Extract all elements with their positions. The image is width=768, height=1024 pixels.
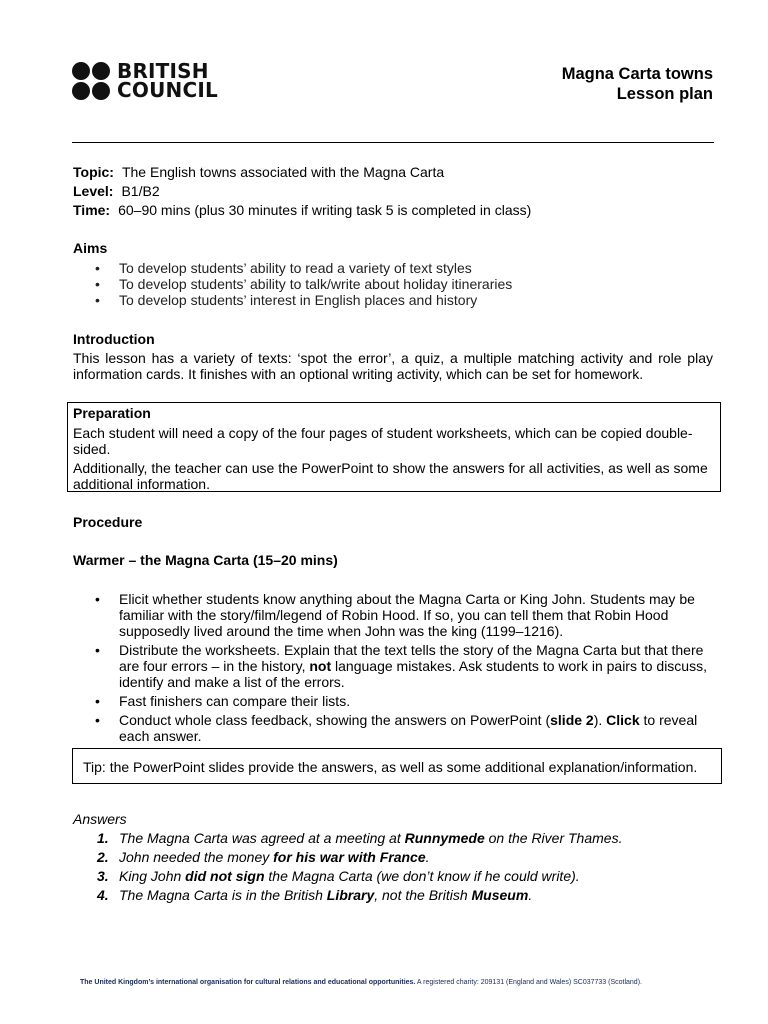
procedure-heading: Procedure: [73, 514, 143, 530]
logo-text: BRITISH COUNCIL: [117, 59, 218, 102]
page-title: [562, 64, 713, 104]
preparation-box: [67, 402, 721, 492]
preparation-text-1: Each student will need a copy of the four pages of student worksheets, which can be copied double-sided.: [73, 425, 693, 457]
introduction-text: This lesson has a variety of texts: ‘spot the error’, a quiz, a multiple matching activity and role play information cards. It finishes with an optional writing activity, which can be set for homework.: [73, 350, 713, 382]
british-council-logo: [72, 59, 218, 102]
footer: [80, 978, 642, 987]
introduction-heading: Introduction: [73, 331, 155, 347]
preparation-text-2: Additionally, the teacher can use the PowerPoint to show the answers for all activities, as well as some additional information.: [73, 460, 708, 492]
level-row: Level: B1/B2: [73, 183, 160, 199]
tip-text: Tip: the PowerPoint slides provide the answers, as well as some additional explanation/information.: [83, 759, 698, 775]
list-item: • Elicit whether students know anything about the Magna Carta or King John. Students may be familiar with the story/film/legend of Robin Hood. If so, you can tell them that Robin Hood supposedly lived around the time when John was the king (1199–1216).: [95, 591, 695, 639]
header-divider: [72, 142, 714, 143]
list-item: 2. John needed the money for his war with France.: [97, 849, 430, 865]
procedure-list: [73, 591, 713, 744]
list-item: • Fast finishers can compare their lists.: [95, 693, 351, 709]
title-line-2: Lesson plan: [616, 85, 713, 103]
aims-heading: Aims: [73, 240, 108, 256]
list-item: • Distribute the worksheets. Explain that the text tells the story of the Magna Carta but that there are four errors – in the history, not language mistakes. Ask students to work in pairs to discuss, identify and make a list of the errors.: [95, 642, 707, 690]
title-line-1: Magna Carta towns: [561, 65, 713, 83]
aims-list: [73, 260, 713, 308]
list-item: • To develop students’ interest in English places and history: [95, 292, 478, 308]
list-item: • Conduct whole class feedback, showing the answers on PowerPoint (slide 2). Click to reveal each answer.: [95, 712, 698, 744]
list-item: • To develop students’ ability to talk/write about holiday itineraries: [95, 276, 513, 292]
logo-dots-icon: [72, 62, 112, 102]
footer-charity: A registered charity: 209131 (England and Wales) SC037733 (Scotland).: [415, 979, 642, 986]
answers-list: [73, 829, 713, 905]
time-row: Time: 60–90 mins (plus 30 minutes if writing task 5 is completed in class): [73, 202, 532, 218]
list-item: 4. The Magna Carta is in the British Library, not the British Museum.: [97, 887, 533, 903]
footer-mission: The United Kingdom’s international organisation for cultural relations and educational opportunities.: [80, 979, 416, 986]
list-item: 3. King John did not sign the Magna Carta (we don’t know if he could write).: [97, 868, 580, 884]
topic-row: Topic: The English towns associated with the Magna Carta: [73, 164, 445, 180]
list-item: • To develop students’ ability to read a variety of text styles: [95, 260, 472, 276]
warmer-heading: Warmer – the Magna Carta (15–20 mins): [73, 552, 338, 568]
tip-box: [72, 748, 722, 784]
preparation-heading: Preparation: [73, 405, 151, 421]
answers-heading: Answers: [73, 811, 127, 827]
list-item: 1. The Magna Carta was agreed at a meeting at Runnymede on the River Thames.: [97, 830, 623, 846]
